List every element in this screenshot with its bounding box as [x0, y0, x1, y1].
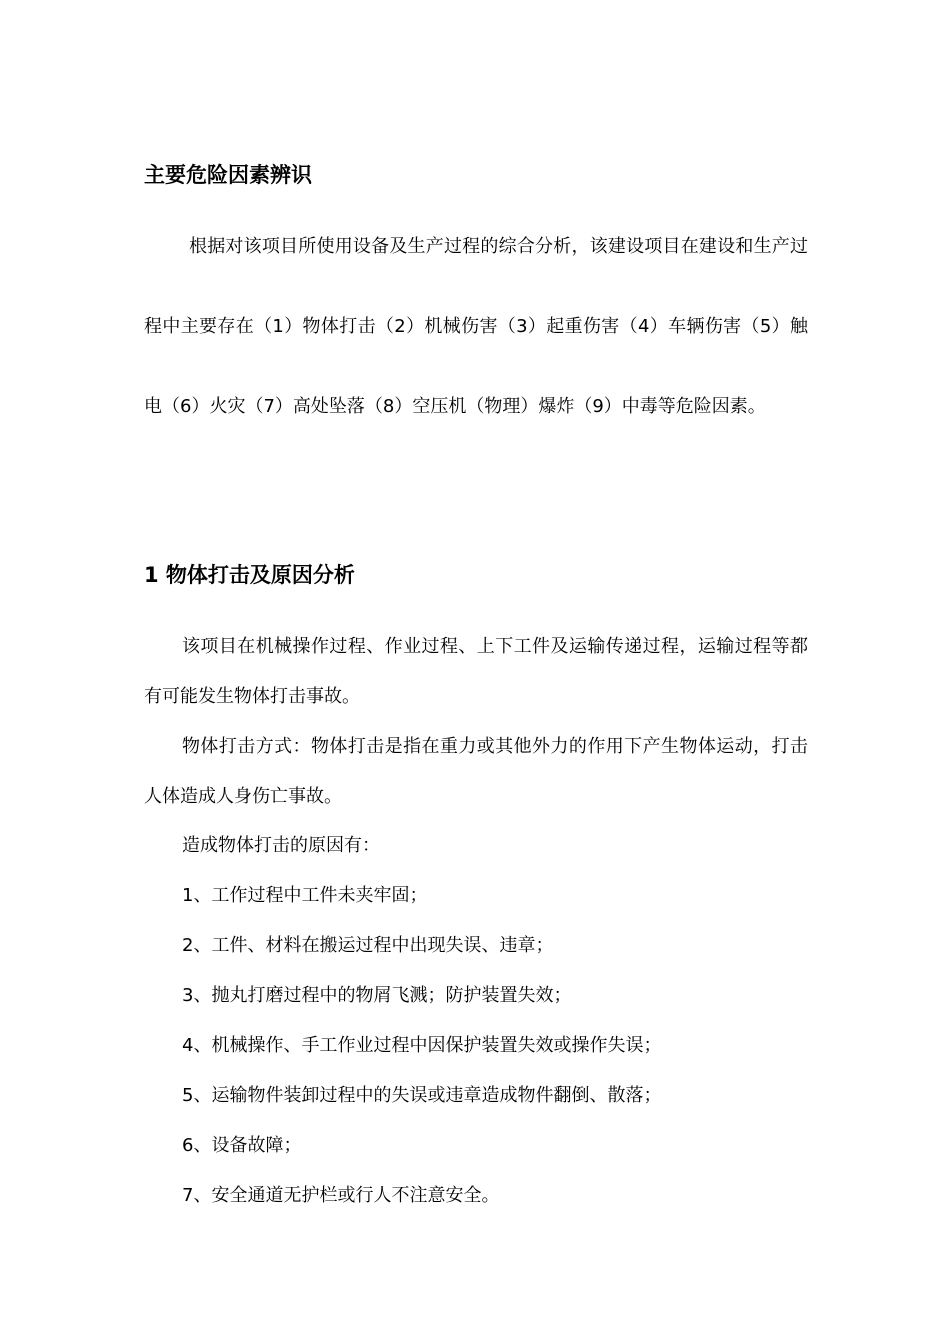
list-item: 2、工件、材料在搬运过程中出现失误、违章； [182, 935, 554, 956]
section-paragraph-1: 该项目在机械操作过程、作业过程、上下工件及运输传递过程，运输过程等都有可能发生物体打击事故。 [144, 636, 808, 707]
list-item: 5、运输物件装卸过程中的失误或违章造成物件翻倒、散落； [182, 1085, 662, 1106]
intro-paragraph: 根据对该项目所使用设备及生产过程的综合分析，该建设项目在建设和生产过程中主要存在（1）物体打击（2）机械伤害（3）起重伤害（4）车辆伤害（5）触电（6）火灾（7）高处坠落（8）空压机（物理）爆炸（9）中毒等危险因素。 [144, 236, 808, 417]
list-item: 1、工作过程中工件未夹牢固； [182, 885, 428, 906]
list-item: 7、安全通道无护栏或行人不注意安全。 [182, 1185, 500, 1206]
section-heading-1: 1 物体打击及原因分析 [144, 563, 355, 587]
list-item: 3、抛丸打磨过程中的物屑飞溅；防护装置失效； [182, 985, 572, 1006]
causes-intro: 造成物体打击的原因有： [182, 835, 380, 856]
page-title: 主要危险因素辨识 [144, 163, 312, 187]
list-item: 4、机械操作、手工作业过程中因保护装置失效或操作失误； [182, 1035, 662, 1056]
list-item: 6、设备故障； [182, 1135, 302, 1156]
section-paragraph-2: 物体打击方式：物体打击是指在重力或其他外力的作用下产生物体运动，打击人体造成人身伤亡事故。 [144, 736, 808, 807]
